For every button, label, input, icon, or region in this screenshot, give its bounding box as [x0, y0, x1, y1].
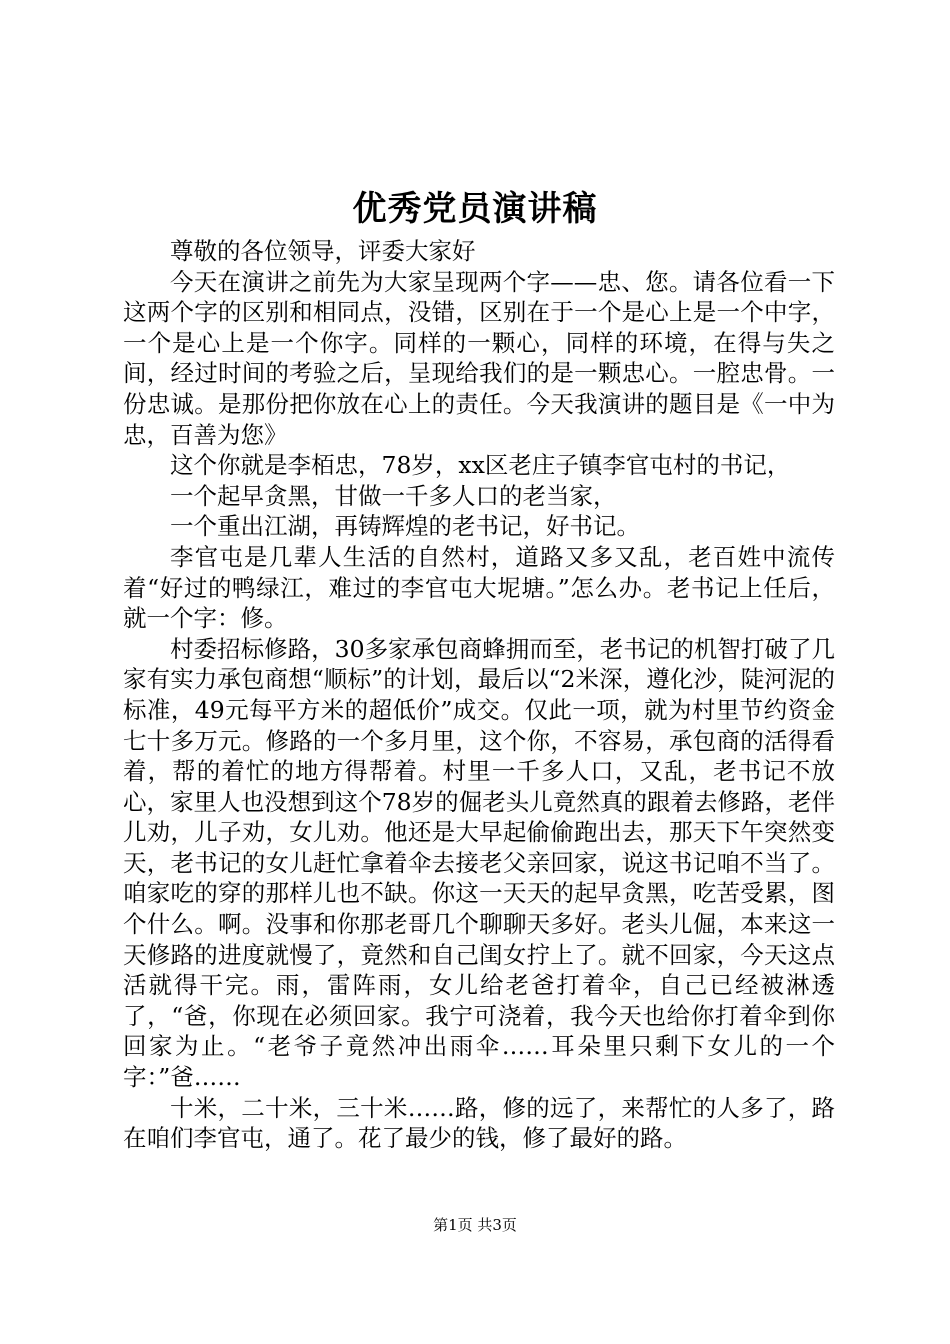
paragraph-subject: 这个你就是李栢忠，78岁，xx区老庄子镇李官屯村的书记， — [170, 451, 791, 480]
paragraph-description-2: 一个重出江湖，再铸辉煌的老书记，好书记。 — [170, 512, 640, 541]
paragraph-road-story: 村委招标修路，30多家承包商蜂拥而至，老书记的机智打破了几家有实力承包商想“顺标”的计划，最后以“2米深，遵化沙，陡河泥的标准，49元每平方米的超低价”成交。仅此一项，就为村里节约资金七十多万元。修路的一个多月里，这个你，不容易，承包商的活得看着，帮的着忙的地方得帮着。村里一千多人口，又乱，老书记不放心，家里人也没想到这个78岁的倔老头儿竟然真的跟着去修路，老伴儿劝，儿子劝，女儿劝。他还是大早起偷偷跑出去，那天下午突然变天，老书记的女儿赶忙拿着伞去接老父亲回家，说这书记咱不当了。咱家吃的穿的那样儿也不缺。你这一天天的起早贪黑，吃苦受累，图个什么。啊。没事和你那老哥几个聊聊天多好。老头儿倔，本来这一天修路的进度就慢了，竟然和自己闺女拧上了。就不回家，今天这点活就得干完。雨，雷阵雨，女儿给老爸打着伞，自己已经被淋透了，“爸，你现在必须回家。我宁可浇着，我今天也给你打着伞到你回家为止。“老爷子竟然冲出雨伞……耳朵里只剩下女儿的一个字：”爸…… — [123, 634, 835, 1092]
paragraph-conclusion: 十米，二十米，三十米……路，修的远了，来帮忙的人多了，路在咱们李官屯，通了。花了最少的钱，修了最好的路。 — [123, 1093, 835, 1153]
paragraph-greeting: 尊敬的各位领导，评委大家好 — [170, 237, 476, 265]
paragraph-description-1: 一个起早贪黑，甘做一千多人口的老当家， — [170, 481, 617, 510]
paragraph-intro: 今天在演讲之前先为大家呈现两个字——忠、您。请各位看一下这两个字的区别和相同点，没错，区别在于一个是心上是一个中字，一个是心上是一个你字。同样的一颗心，同样的环境，在得与失之间，经过时间的考验之后，呈现给我们的是一颗忠心。一腔忠骨。一份忠诚。是那份把你放在心上的责任。今天我演讲的题目是《一中为忠，百善为您》 — [123, 267, 835, 449]
paragraph-village: 李官屯是几辈人生活的自然村，道路又多又乱，老百姓中流传着“好过的鸭绿江，难过的李官屯大坭塘。”怎么办。老书记上任后，就一个字：修。 — [123, 542, 835, 633]
document-title: 优秀党员演讲稿 — [352, 189, 598, 229]
page-footer: 第1页 共3页 — [433, 1216, 517, 1234]
document-body — [123, 236, 835, 1154]
